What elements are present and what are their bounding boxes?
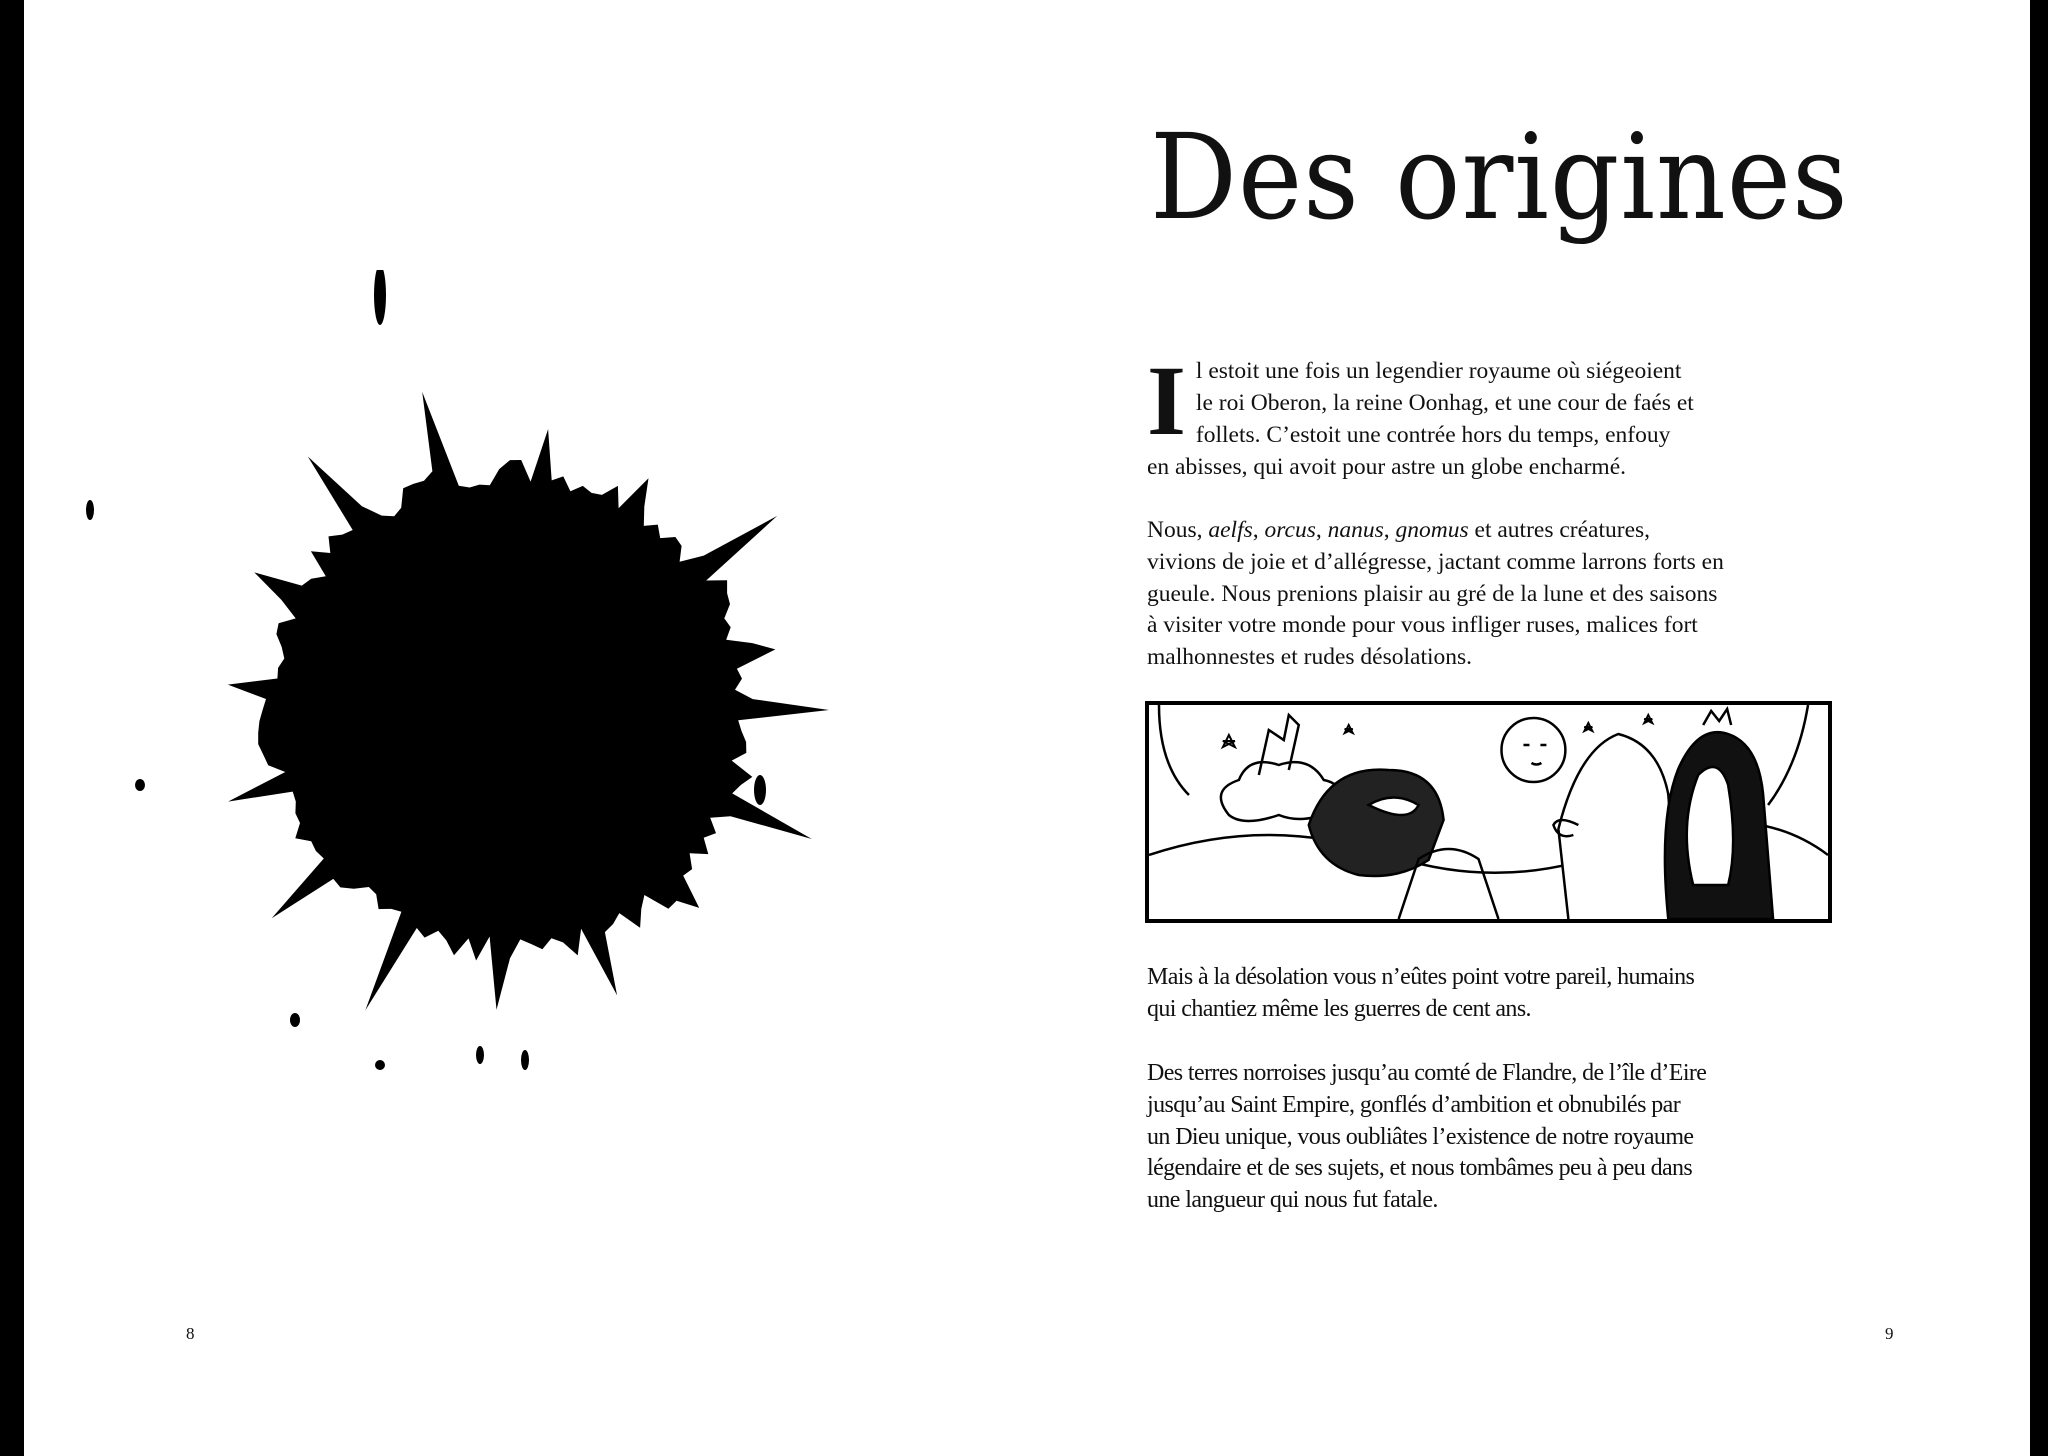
text-line	[1147, 515, 1807, 547]
text-line: l estoit une fois un legendier royaume où siégeoient	[1195, 358, 1682, 384]
page-title: Des origines	[1150, 108, 1849, 246]
text-line: à visiter votre monde pour vous infliger ruses, malices fort	[1147, 612, 1698, 639]
ink-blot-graphic	[80, 270, 860, 1090]
separator: ,	[1252, 517, 1265, 543]
ink-blot-body	[228, 392, 829, 1011]
ink-splatter-drop	[86, 500, 94, 520]
paragraph-2	[1147, 515, 1807, 674]
text-line: Mais à la désolation vous n’eûtes point votre pareil, humains	[1147, 964, 1695, 990]
italic-word: aelfs	[1208, 517, 1253, 543]
left-edge-bar	[0, 0, 24, 1456]
text-fragment: et autres créatures,	[1468, 517, 1651, 543]
page-number-left: 8	[186, 1324, 195, 1343]
ink-splatter-drop	[375, 1060, 385, 1070]
italic-word: orcus	[1264, 517, 1316, 543]
ink-splatter-drop	[754, 775, 766, 805]
italic-word: gnomus	[1395, 517, 1469, 543]
right-edge-bar	[2030, 0, 2048, 1456]
separator: ,	[1383, 517, 1396, 543]
illustration-drawing	[1149, 705, 1828, 919]
text-line: le roi Oberon, la reine Oonhag, et une cour de faés et	[1195, 389, 1694, 416]
ink-splatter-drop	[290, 1013, 300, 1027]
ink-splatter-drop	[374, 270, 386, 325]
text-line: jusqu’au Saint Empire, gonflés d’ambition et obnubilés par	[1147, 1091, 1681, 1118]
ink-blot-illustration	[80, 270, 860, 1090]
paragraph-1	[1147, 345, 1807, 484]
text-line: qui chantiez même les guerres de cent ans.	[1147, 995, 1531, 1022]
fairy-court-illustration	[1145, 701, 1832, 923]
text-line: en abisses, qui avoit pour astre un globe encharmé.	[1147, 454, 1626, 480]
text-line: légendaire et de ses sujets, et nous tombâmes peu à peu dans	[1147, 1155, 1693, 1182]
paragraph-3	[1147, 962, 1807, 1026]
text-line: un Dieu unique, vous oubliâtes l’existence de notre royaume	[1147, 1123, 1694, 1150]
separator: ,	[1315, 517, 1328, 543]
ink-splatter-drop	[521, 1050, 529, 1070]
text-fragment: Nous,	[1147, 517, 1209, 543]
ink-splatter-drop	[476, 1046, 484, 1064]
text-line: follets. C’estoit une contrée hors du temps, enfouy	[1195, 421, 1671, 448]
drop-cap: I	[1147, 345, 1186, 456]
ink-splatter-drop	[135, 779, 145, 791]
italic-word: nanus	[1327, 517, 1384, 543]
text-line: gueule. Nous prenions plaisir au gré de la lune et des saisons	[1147, 580, 1718, 607]
text-line: malhonnestes et rudes désolations.	[1147, 644, 1473, 671]
paragraph-4	[1147, 1058, 1807, 1217]
text-line: vivions de joie et d’allégresse, jactant comme larrons forts en	[1147, 548, 1724, 575]
text-line: Des terres norroises jusqu’au comté de Flandre, de l’île d’Eire	[1147, 1060, 1707, 1086]
text-line: une langueur qui nous fut fatale.	[1147, 1187, 1438, 1214]
page-number-right: 9	[1885, 1324, 1894, 1343]
